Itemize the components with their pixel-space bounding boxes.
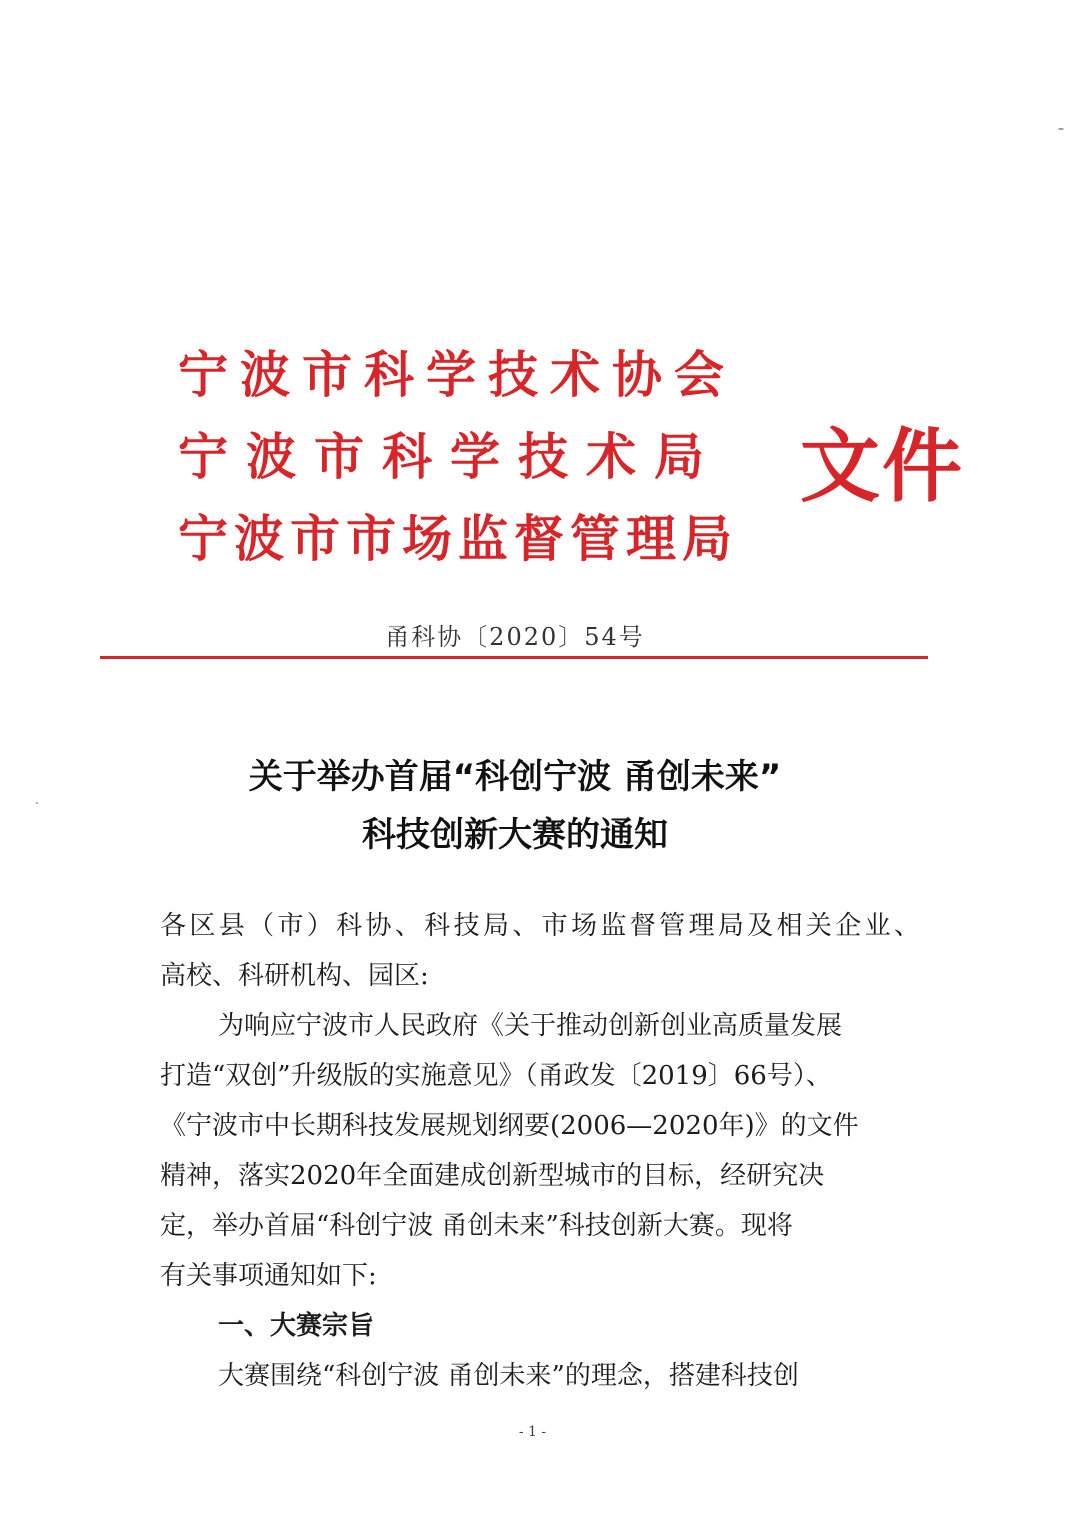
scan-speck bbox=[36, 802, 38, 804]
document-number: 甬科协〔2020〕54号 bbox=[385, 623, 645, 651]
document-label: 文件 bbox=[800, 419, 964, 513]
paragraph-line: 有关事项通知如下: bbox=[160, 1261, 377, 1291]
paragraph-line: 大赛围绕“科创宁波 甬创未来”的理念，搭建科技创 bbox=[218, 1361, 799, 1391]
paragraph-line: 精神，落实2020年全面建成创新型城市的目标，经研究决 bbox=[160, 1161, 825, 1191]
issuer-science-bureau: 宁波市科学技术局 bbox=[178, 428, 722, 486]
paragraph-line: 定，举办首届“科创宁波 甬创未来”科技创新大赛。现将 bbox=[160, 1211, 793, 1241]
red-divider bbox=[100, 656, 928, 659]
issuing-agencies bbox=[178, 346, 788, 596]
scan-speck bbox=[1058, 128, 1064, 130]
paragraph-line: 《宁波市中长期科技发展规划纲要(2006—2020年)》的文件 bbox=[160, 1111, 859, 1141]
paragraph-line: 打造“双创”升级版的实施意见》（甬政发〔2019〕66号）、 bbox=[160, 1061, 832, 1091]
page-number: - 1 - bbox=[518, 1424, 547, 1440]
notice-body bbox=[160, 901, 920, 1401]
paragraph-line: 为响应宁波市人民政府《关于推动创新创业高质量发展 bbox=[218, 1011, 843, 1041]
section-heading: 一、大赛宗旨 bbox=[218, 1311, 375, 1341]
title-line-1: 关于举办首届“科创宁波 甬创未来” bbox=[248, 757, 782, 797]
issuer-science-association: 宁波市科学技术协会 bbox=[178, 346, 736, 404]
notice-title bbox=[0, 748, 1030, 864]
issuer-market-supervision: 宁波市市场监督管理局 bbox=[178, 510, 738, 568]
addressee-line-2: 高校、科研机构、园区: bbox=[160, 961, 429, 991]
addressee-line-1: 各区县（市）科协、科技局、市场监督管理局及相关企业、 bbox=[160, 911, 920, 941]
title-line-2: 科技创新大赛的通知 bbox=[362, 815, 668, 855]
